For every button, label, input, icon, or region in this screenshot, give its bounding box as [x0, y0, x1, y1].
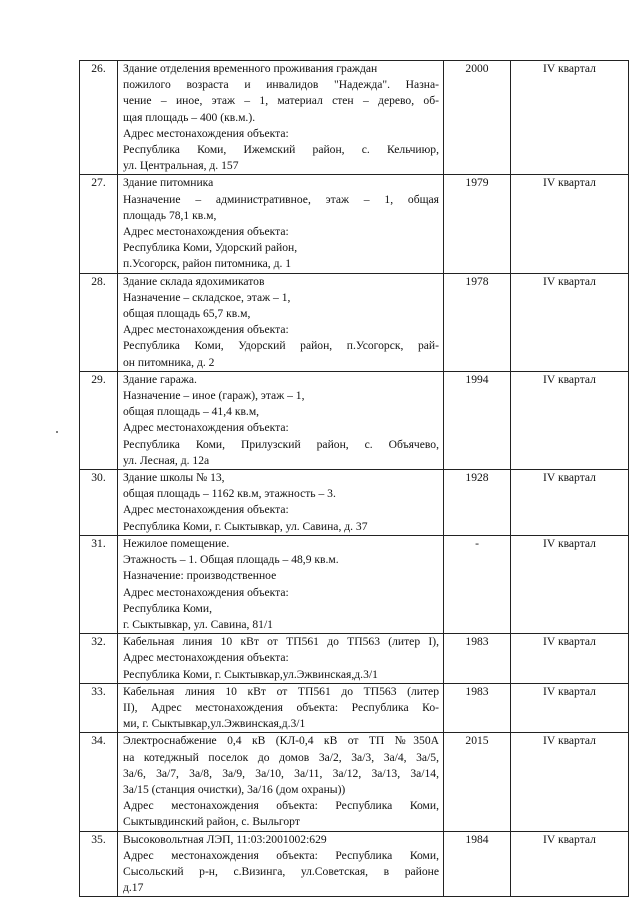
- object-year: 1928: [444, 470, 511, 536]
- object-description: [118, 273, 444, 371]
- description-line: Здание питомника: [123, 176, 214, 190]
- scan-speck: [56, 431, 58, 433]
- description-line: Здание склада ядохимикатов: [123, 274, 265, 288]
- description-line: щая площадь – 400 (кв.м.).: [123, 110, 256, 124]
- row-number: 31.: [80, 535, 118, 633]
- row-number: 26.: [80, 61, 118, 175]
- objects-table: [79, 60, 629, 897]
- description-line: 3а/6, 3а/7, 3а/8, 3а/9, 3а/10, 3а/11, 3а/12, 3а/13, 3а/14,: [123, 766, 439, 780]
- privatization-quarter: IV квартал: [511, 273, 629, 371]
- table-row: [80, 61, 629, 175]
- description-line: Республика Коми, г. Сыктывкар,ул.Эжвинская,д.3/1: [123, 667, 378, 681]
- description-line: 3а/15 (станция очистки), 3а/16 (дом охраны)): [123, 782, 346, 796]
- object-description: [118, 371, 444, 469]
- description-line: площадь 78,1 кв.м,: [123, 208, 217, 222]
- privatization-quarter: IV квартал: [511, 61, 629, 175]
- table-row: [80, 535, 629, 633]
- description-line: ул. Центральная, д. 157: [123, 159, 239, 173]
- description-line: Республика Коми, Ижемский район, с. Кельчиюр,: [123, 143, 439, 157]
- table-row: [80, 273, 629, 371]
- table-row: [80, 634, 629, 684]
- object-year: 1994: [444, 371, 511, 469]
- description-line: Назначение: производственное: [123, 569, 277, 583]
- description-line: чение – иное, этаж – 1, материал стен – дерево, об-: [123, 94, 439, 108]
- description-line: Республика Коми, г. Сыктывкар, ул. Савина, д. 37: [123, 519, 368, 533]
- table-row: [80, 831, 629, 897]
- object-description: [118, 831, 444, 897]
- description-line: он питомника, д. 2: [123, 355, 215, 369]
- description-line: Адрес местонахождения объекта:: [123, 651, 289, 665]
- object-year: 1979: [444, 175, 511, 273]
- object-year: 1978: [444, 273, 511, 371]
- description-line: Назначение – административное, этаж – 1, общая: [123, 192, 439, 206]
- description-line: пожилого возраста и инвалидов "Надежда". Назна-: [123, 78, 439, 92]
- object-year: -: [444, 535, 511, 633]
- description-line: Адрес местонахождения объекта:: [123, 503, 289, 517]
- description-line: Адрес местонахождения объекта: Республика Коми,: [123, 848, 439, 862]
- description-line: ул. Лесная, д. 12а: [123, 453, 210, 467]
- object-description: [118, 683, 444, 733]
- table-row: [80, 175, 629, 273]
- description-line: Здание гаража.: [123, 372, 197, 386]
- description-line: Этажность – 1. Общая площадь – 48,9 кв.м.: [123, 553, 339, 567]
- description-line: Адрес местонахождения объекта:: [123, 225, 289, 239]
- object-description: [118, 61, 444, 175]
- description-line: Здание школы № 13,: [123, 471, 225, 485]
- description-line: Республика Коми, Удорский район,: [123, 241, 298, 255]
- description-line: Адрес местонахождения объекта:: [123, 323, 289, 337]
- description-line: Сыктывдинский район, с. Выльгорт: [123, 815, 300, 829]
- row-number: 27.: [80, 175, 118, 273]
- privatization-quarter: IV квартал: [511, 175, 629, 273]
- privatization-quarter: IV квартал: [511, 831, 629, 897]
- description-line: г. Сыктывкар, ул. Савина, 81/1: [123, 617, 273, 631]
- description-line: общая площадь 65,7 кв.м,: [123, 307, 251, 321]
- description-line: Кабельная линия 10 кВт от ТП561 до ТП563 (литер: [123, 684, 439, 698]
- object-description: [118, 470, 444, 536]
- row-number: 33.: [80, 683, 118, 733]
- row-number: 28.: [80, 273, 118, 371]
- description-line: Адрес местонахождения объекта: Республика Коми,: [123, 799, 439, 813]
- object-year: 2015: [444, 733, 511, 831]
- description-line: Электроснабжение 0,4 кВ (КЛ-0,4 кВ от ТП №350А: [123, 734, 439, 748]
- description-line: Адрес местонахождения объекта:: [123, 585, 289, 599]
- description-line: общая площадь – 41,4 кв.м,: [123, 405, 260, 419]
- privatization-quarter: IV квартал: [511, 371, 629, 469]
- description-line: Адрес местонахождения объекта:: [123, 421, 289, 435]
- description-line: Назначение – иное (гараж), этаж – 1,: [123, 389, 305, 403]
- description-line: Назначение – складское, этаж – 1,: [123, 290, 291, 304]
- privatization-quarter: IV квартал: [511, 733, 629, 831]
- object-description: [118, 535, 444, 633]
- description-line: на котеджный поселок до домов 3а/2, 3а/3, 3а/4, 3а/5,: [123, 750, 439, 764]
- object-year: 2000: [444, 61, 511, 175]
- privatization-quarter: IV квартал: [511, 634, 629, 684]
- row-number: 30.: [80, 470, 118, 536]
- description-line: Кабельная линия 10 кВт от ТП561 до ТП563 (литер I),: [123, 635, 439, 649]
- description-line: ми, г. Сыктывкар,ул.Эжвинская,д.3/1: [123, 717, 306, 731]
- row-number: 35.: [80, 831, 118, 897]
- privatization-quarter: IV квартал: [511, 683, 629, 733]
- description-line: Нежилое помещение.: [123, 536, 230, 550]
- table-row: [80, 683, 629, 733]
- object-year: 1983: [444, 683, 511, 733]
- object-description: [118, 634, 444, 684]
- description-line: Республика Коми, Прилузский район, с. Объячево,: [123, 437, 439, 451]
- description-line: II), Адрес местонахождения объекта: Республика Ко-: [123, 700, 439, 714]
- table-row: [80, 733, 629, 831]
- row-number: 34.: [80, 733, 118, 831]
- privatization-quarter: IV квартал: [511, 470, 629, 536]
- description-line: Здание отделения временного проживания граждан: [123, 62, 378, 75]
- row-number: 29.: [80, 371, 118, 469]
- description-line: Высоковольтная ЛЭП, 11:03:2001002:629: [123, 832, 327, 846]
- object-year: 1984: [444, 831, 511, 897]
- description-line: Адрес местонахождения объекта:: [123, 126, 289, 140]
- row-number: 32.: [80, 634, 118, 684]
- table-row: [80, 371, 629, 469]
- table-row: [80, 470, 629, 536]
- privatization-quarter: IV квартал: [511, 535, 629, 633]
- description-line: общая площадь – 1162 кв.м, этажность – 3.: [123, 487, 336, 501]
- description-line: Республика Коми,: [123, 601, 212, 615]
- description-line: д.17: [123, 881, 144, 895]
- objects-table-body: [80, 61, 629, 897]
- description-line: Республика Коми, Удорский район, п.Усогорск, рай-: [123, 339, 439, 353]
- description-line: п.Усогорск, район питомника, д. 1: [123, 257, 292, 271]
- object-description: [118, 733, 444, 831]
- description-line: Сысольский р-н, с.Визинга, ул.Советская, в районе: [123, 864, 439, 878]
- object-description: [118, 175, 444, 273]
- object-year: 1983: [444, 634, 511, 684]
